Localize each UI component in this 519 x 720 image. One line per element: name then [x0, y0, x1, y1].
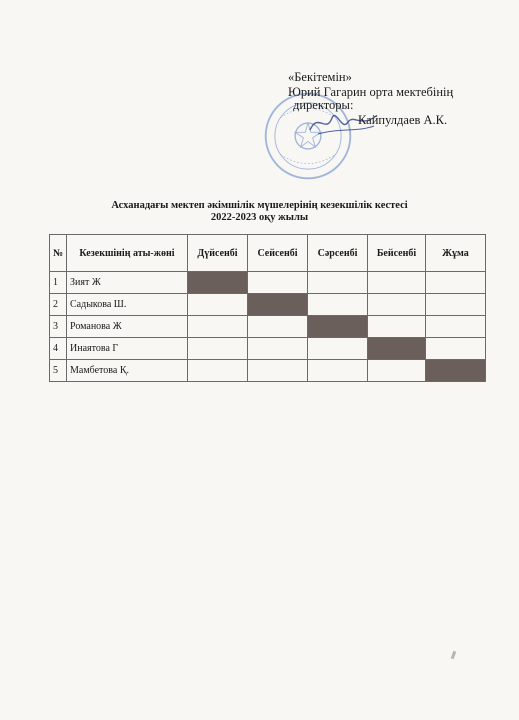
duty-cell-empty — [426, 294, 486, 316]
header-thursday: Бейсенбі — [368, 235, 426, 272]
duty-cell-empty — [368, 294, 426, 316]
duty-cell-empty — [248, 360, 308, 382]
header-tuesday: Сейсенбі — [248, 235, 308, 272]
staff-name: Зият Ж — [67, 272, 188, 294]
duty-cell-empty — [368, 316, 426, 338]
director-label: директоры: — [293, 98, 354, 112]
row-number: 1 — [50, 272, 67, 294]
document-title: Асханадағы мектеп әкімшілік мүшелерінің кезекшілік кестесі — [111, 200, 408, 211]
table-body — [50, 272, 486, 382]
header-wednesday: Сәрсенбі — [308, 235, 368, 272]
duty-cell-empty — [248, 316, 308, 338]
duty-cell-empty — [368, 360, 426, 382]
row-number: 2 — [50, 294, 67, 316]
table-row — [50, 338, 486, 360]
staff-name: Романова Ж — [67, 316, 188, 338]
duty-cell-filled — [426, 360, 486, 382]
duty-cell-empty — [188, 360, 248, 382]
header-friday: Жұма — [426, 235, 486, 272]
approval-block — [288, 70, 454, 127]
duty-cell-filled — [368, 338, 426, 360]
duty-cell-empty — [426, 316, 486, 338]
duty-schedule-table — [49, 234, 486, 382]
duty-cell-empty — [426, 338, 486, 360]
academic-year: 2022-2023 оқу жылы — [210, 212, 309, 223]
duty-cell-filled — [188, 272, 248, 294]
row-number: 4 — [50, 338, 67, 360]
duty-cell-empty — [188, 316, 248, 338]
pen-mark — [451, 651, 457, 660]
duty-cell-empty — [368, 272, 426, 294]
table-row — [50, 294, 486, 316]
table-row — [50, 272, 486, 294]
staff-name: Инаятова Г — [67, 338, 188, 360]
header-number: № — [50, 235, 67, 272]
row-number: 5 — [50, 360, 67, 382]
table-header-row — [50, 235, 486, 272]
duty-cell-filled — [308, 316, 368, 338]
approval-heading: «Бекітемін» — [288, 70, 352, 84]
duty-cell-empty — [248, 338, 308, 360]
duty-cell-empty — [308, 360, 368, 382]
table-row — [50, 316, 486, 338]
school-name: Юрий Гагарин орта мектебінің — [288, 85, 454, 99]
header-monday: Дүйсенбі — [188, 235, 248, 272]
table-row — [50, 360, 486, 382]
duty-cell-empty — [308, 294, 368, 316]
staff-name: Мамбетова Қ. — [67, 360, 188, 382]
duty-cell-empty — [426, 272, 486, 294]
director-name: Кайпулдаев А.К. — [358, 113, 448, 127]
row-number: 3 — [50, 316, 67, 338]
duty-cell-empty — [308, 272, 368, 294]
header-name: Кезекшінің аты-жөні — [67, 235, 188, 272]
duty-cell-empty — [248, 272, 308, 294]
duty-cell-empty — [308, 338, 368, 360]
duty-cell-empty — [188, 338, 248, 360]
staff-name: Садыкова Ш. — [67, 294, 188, 316]
duty-cell-empty — [188, 294, 248, 316]
duty-cell-filled — [248, 294, 308, 316]
